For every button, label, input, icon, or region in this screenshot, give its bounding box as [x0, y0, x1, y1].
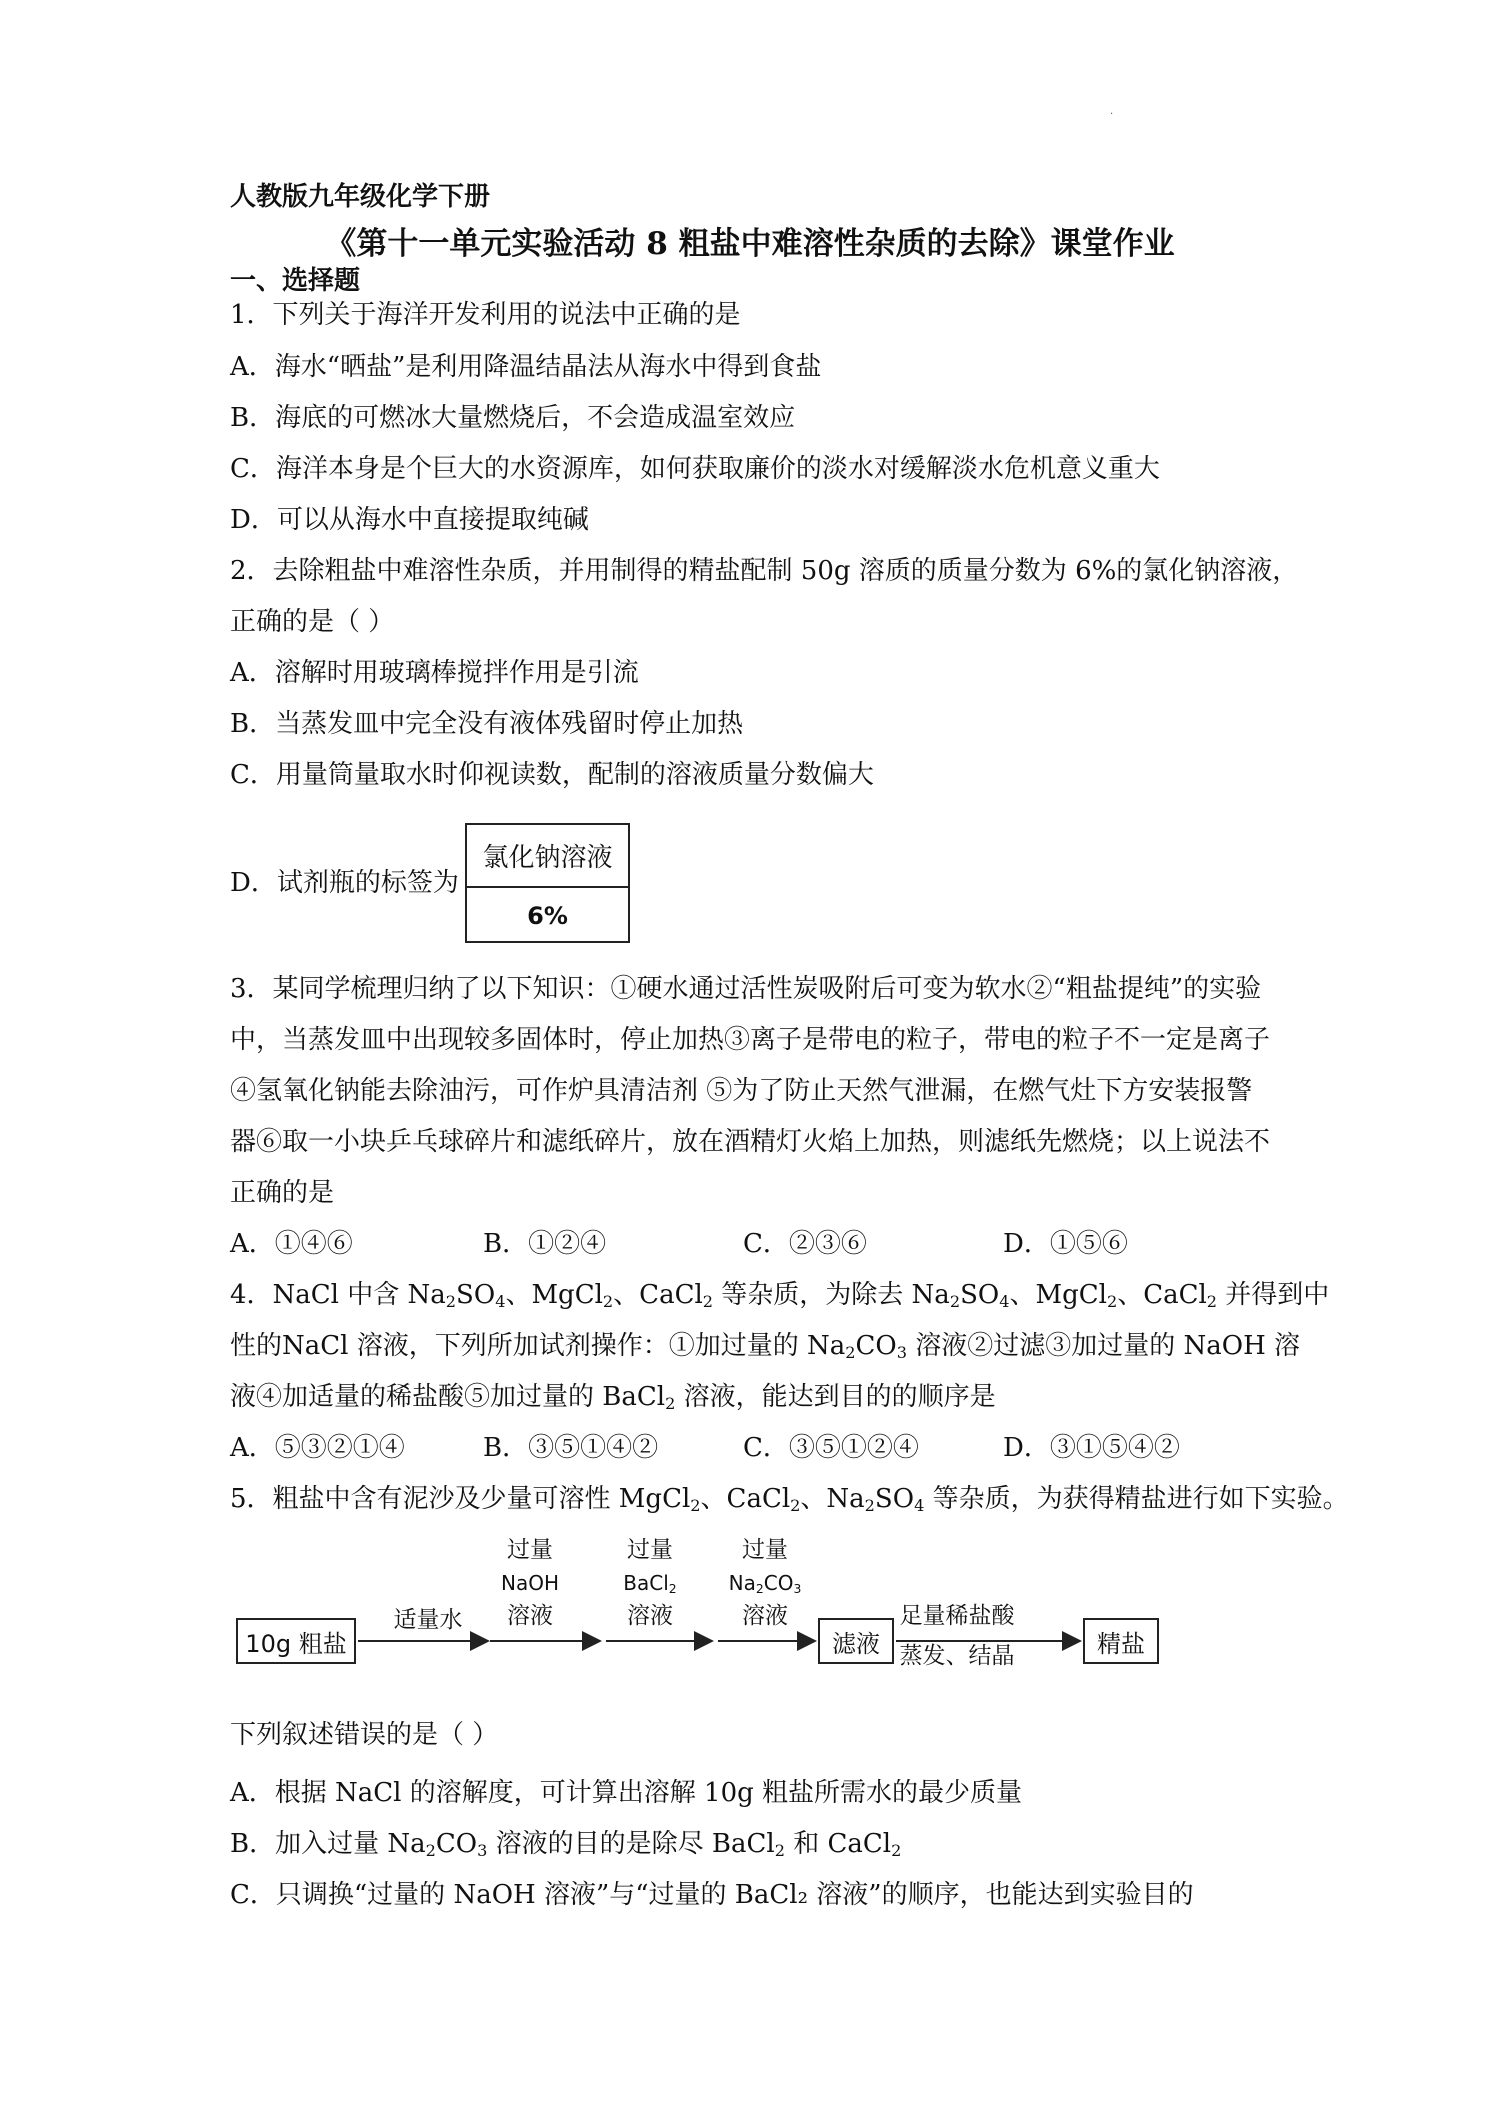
flow-step2-solution: 溶液: [507, 1603, 553, 1629]
q2-option-c: C．用量筒量取水时仰视读数，配制的溶液质量分数偏大: [230, 760, 874, 790]
q1-option-c: C．海洋本身是个巨大的水资源库，如何获取廉价的淡水对缓解淡水危机意义重大: [230, 454, 1160, 484]
flow-arrows: [228, 1535, 1168, 1705]
flow-acid-label: 足量稀盐酸: [899, 1603, 1015, 1629]
scan-dot: .: [1110, 106, 1114, 117]
q3-stem-line5: 正确的是: [230, 1178, 335, 1208]
q3-stem-line2: 中，当蒸发皿中出现较多固体时，停止加热③离子是带电的粒子，带电的粒子不一定是离子: [230, 1025, 1271, 1055]
q3-option-d: D．①⑤⑥: [1003, 1229, 1128, 1259]
q5-question: 下列叙述错误的是（ ）: [230, 1720, 499, 1750]
q3-stem-line1: 3．某同学梳理归纳了以下知识：①硬水通过活性炭吸附后可变为软水②“粗盐提纯”的实验: [230, 974, 1262, 1004]
section-heading: 一、选择题: [230, 266, 361, 296]
flow-step4-excess: 过量: [742, 1537, 788, 1563]
q2-stem-line1: 2．去除粗盐中难溶性杂质，并用制得的精盐配制 50g 溶质的质量分数为 6%的氯化钠溶液，: [230, 556, 1299, 586]
q1-option-a: A．海水“晒盐”是利用降温结晶法从海水中得到食盐: [230, 352, 822, 382]
q3-stem-line4: 器⑥取一小块乒乓球碎片和滤纸碎片，放在酒精灯火焰上加热，则滤纸先燃烧；以上说法不: [230, 1127, 1271, 1157]
flow-evaporate-label: 蒸发、结晶: [899, 1643, 1015, 1669]
label-name: 氯化钠溶液: [467, 825, 628, 888]
q5-option-b: B．加入过量 $Na_2CO_3$ 溶液的目的是除尽 BaCl$_2$ 和 CaCl$_2$: [230, 1829, 902, 1861]
flow-start-box: 10g 粗盐: [236, 1618, 356, 1664]
q2-option-a: A．溶解时用玻璃棒搅拌作用是引流: [230, 658, 639, 688]
purification-flowchart: [228, 1535, 1168, 1705]
q4-stem-line2: 性的NaCl 溶液，下列所加试剂操作：①加过量的 $Na_2CO_3$ 溶液②过滤③加过量的 NaOH 溶: [230, 1331, 1301, 1363]
q5-option-c: C．只调换“过量的 NaOH 溶液”与“过量的 BaCl₂ 溶液”的顺序，也能达到实验目的: [230, 1880, 1194, 1910]
q4-option-a: A．⑤③②①④: [230, 1433, 405, 1463]
q4-option-c: C．③⑤①②④: [743, 1433, 919, 1463]
flow-end-box: 精盐: [1083, 1618, 1159, 1664]
q3-option-a: A．①④⑥: [230, 1229, 353, 1259]
q4-option-b: B．③⑤①④②: [483, 1433, 659, 1463]
q3-stem-line3: ④氢氧化钠能去除油污，可作炉具清洁剂 ⑤为了防止天然气泄漏，在燃气灶下方安装报警: [230, 1076, 1253, 1106]
q2-option-d: D．试剂瓶的标签为: [230, 868, 459, 898]
flow-step3-excess: 过量: [627, 1537, 673, 1563]
q1-option-d: D．可以从海水中直接提取纯碱: [230, 505, 589, 535]
q4-option-d: D．③①⑤④②: [1003, 1433, 1180, 1463]
flow-step4-solution: 溶液: [742, 1603, 788, 1629]
q2-stem-line2: 正确的是（ ）: [230, 607, 395, 637]
q5-stem: 5．粗盐中含有泥沙及少量可溶性 MgCl$_2$、CaCl$_2$、$Na_2SO_4$ 等杂质，为获得精盐进行如下实验。: [230, 1484, 1349, 1516]
q4-stem-line1: 4．NaCl 中含 $Na_2SO_4$、MgCl$_2$、CaCl$_2$ 等杂质，为除去 $Na_2SO_4$、MgCl$_2$、CaCl$_2$ 并得到中: [230, 1280, 1330, 1312]
book-title: 人教版九年级化学下册: [230, 182, 491, 212]
q1-stem: 1．下列关于海洋开发利用的说法中正确的是: [230, 300, 741, 330]
flow-step2-reagent: NaOH: [501, 1571, 559, 1595]
q4-stem-line3: 液④加适量的稀盐酸⑤加过量的 BaCl$_2$ 溶液，能达到目的的顺序是: [230, 1382, 996, 1414]
q3-option-c: C．②③⑥: [743, 1229, 867, 1259]
flow-step3-reagent: BaCl$_2$: [623, 1571, 677, 1597]
flow-step2-excess: 过量: [507, 1537, 553, 1563]
flow-step3-solution: 溶液: [627, 1603, 673, 1629]
q1-option-b: B．海底的可燃冰大量燃烧后，不会造成温室效应: [230, 403, 796, 433]
flow-step4-reagent: $Na_2CO_3$: [728, 1571, 802, 1597]
q5-option-a: A．根据 NaCl 的溶解度，可计算出溶解 10g 粗盐所需水的最少质量: [230, 1778, 1023, 1808]
q3-option-b: B．①②④: [483, 1229, 607, 1259]
flow-filtrate-box: 滤液: [818, 1618, 894, 1664]
flow-step1-label: 适量水: [393, 1607, 463, 1633]
reagent-bottle-label: [465, 823, 630, 943]
label-concentration: 6%: [527, 901, 568, 930]
worksheet-title: 《第十一单元实验活动 8 粗盐中难溶性杂质的去除》课堂作业: [325, 226, 1175, 262]
q2-option-b: B．当蒸发皿中完全没有液体残留时停止加热: [230, 709, 744, 739]
